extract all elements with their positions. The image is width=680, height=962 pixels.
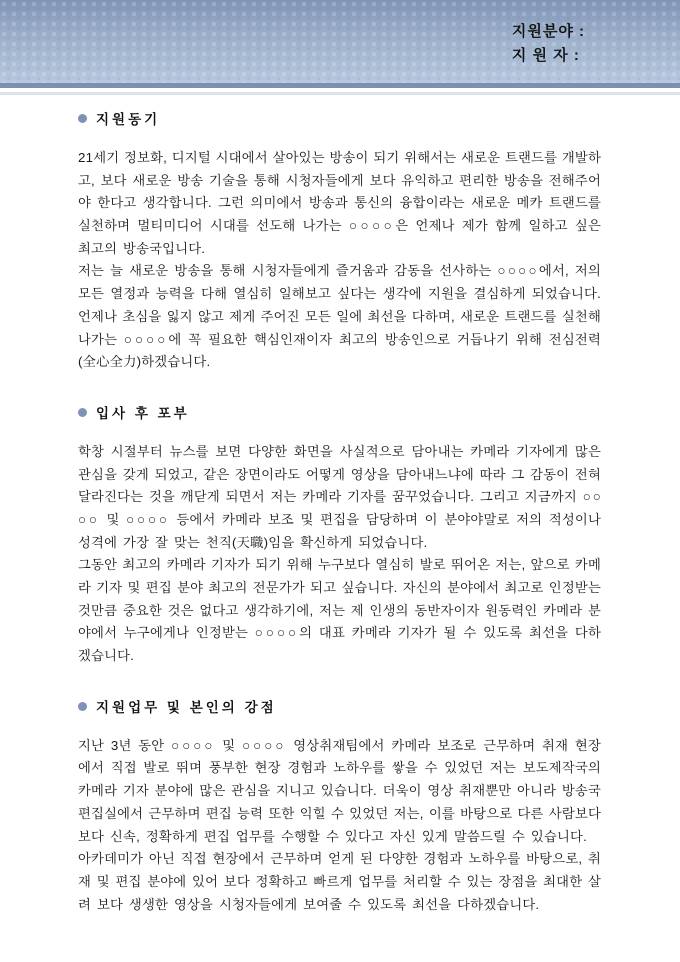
text-line: 것만큼 중요한 것은 없다고 생각하기에, 저는 제 인생의 동반자이자 원동력인 카메라 분 bbox=[78, 602, 601, 618]
text-line: 카메라 기자 분야에 많은 관심을 지니고 있습니다. 더욱이 영상 취재뿐만 아니라 방송국 bbox=[78, 783, 601, 799]
text-line: 성격에 가장 잘 맞는 천직(天職)임을 확신하게 되었습니다. bbox=[78, 534, 428, 550]
text-line: 달라진다는 것을 깨닫게 되면서 저는 카메라 기자를 꿈꾸었습니다. 그리고 지금까지 ○○ bbox=[78, 489, 601, 505]
text-line: 언제나 초심을 잃지 않고 제게 주어진 모든 일에 최선을 다하며, 새로운 트랜드를 실천해 bbox=[78, 308, 601, 324]
text-line: 야에서 누구에게나 인정받는 ○○○○의 대표 카메라 기자가 될 수 있도록 최선을 다하 bbox=[78, 625, 601, 641]
apply-field-label: 지원분야 : bbox=[511, 23, 585, 40]
text-line: 에서 직접 발로 뛰며 풍부한 현장 경험과 노하우를 쌓을 수 있었던 저는 보도제작국의 bbox=[78, 760, 601, 776]
section-title-text: 지원업무 및 본인의 강점 bbox=[96, 699, 277, 715]
text-line: 그동안 최고의 카메라 기자가 되기 위해 누구보다 열심히 발로 뛰어온 저는, 앞으로 카메 bbox=[78, 557, 601, 573]
bullet-icon bbox=[78, 408, 87, 417]
section-title-text: 지원동기 bbox=[96, 112, 161, 127]
text-line: 겠습니다. bbox=[78, 648, 135, 664]
text-line: ○○ 및 ○○○○ 등에서 카메라 보조 및 편집을 담당하며 이 분야야말로 저의 적성이나 bbox=[78, 511, 601, 527]
text-line: 저는 늘 새로운 방송을 통해 시청자들에게 즐거움과 감동을 선사하는 ○○○○에서, 저의 bbox=[78, 263, 601, 279]
section-strengths bbox=[78, 696, 601, 917]
text-line: 야 한다고 생각합니다. 그런 의미에서 방송과 통신의 융합이라는 새로운 메카 트랜드를 bbox=[78, 195, 601, 211]
text-line: 아카데미가 아닌 직접 현장에서 근무하며 얻게 된 다양한 경험과 노하우를 바탕으로, 취 bbox=[78, 851, 601, 867]
text-line: 려 보다 생생한 영상을 시청자들에게 보여줄 수 있도록 최선을 다하겠습니다. bbox=[78, 896, 540, 912]
section-motivation bbox=[78, 108, 601, 374]
applicant-info-block bbox=[512, 20, 585, 68]
section-body bbox=[78, 441, 601, 668]
section-body bbox=[78, 735, 601, 917]
section-aspiration bbox=[78, 402, 601, 668]
text-line: 고, 보다 새로운 방송 기술을 통해 시청자들에게 보다 유익하고 편리한 방송을 전해주어 bbox=[78, 172, 601, 188]
text-line: 지난 3년 동안 ○○○○ 및 ○○○○ 영상취재팀에서 카메라 보조로 근무하며 취재 현장 bbox=[78, 737, 601, 753]
document-content bbox=[0, 95, 680, 916]
text-line: 학창 시절부터 뉴스를 보면 다양한 화면을 사실적으로 담아내는 카메라 기자에게 많은 bbox=[78, 443, 601, 459]
text-line: 최고의 방송국입니다. bbox=[78, 240, 206, 256]
section-title-text: 입사 후 포부 bbox=[96, 405, 190, 421]
text-line: 재 및 편집 분야에 있어 보다 정확하고 빠르게 업무를 처리할 수 있는 장점을 최대한 살 bbox=[78, 873, 601, 889]
section-body bbox=[78, 147, 601, 374]
applicant-name-label: 지 원 자 : bbox=[511, 47, 580, 64]
text-line: 관심을 갖게 되었고, 같은 장면이라도 어떻게 영상을 담아내느냐에 따라 그 감동이 전혀 bbox=[78, 466, 601, 482]
bullet-icon bbox=[78, 702, 87, 711]
text-line: 21세기 정보화, 디지털 시대에서 살아있는 방송이 되기 위해서는 새로운 트랜드를 개발하 bbox=[78, 150, 601, 165]
text-line: (全心全力)하겠습니다. bbox=[78, 354, 211, 370]
text-line: 실천하며 멀티미디어 시대를 선도해 나가는 ○○○○은 언제나 제가 함께 일하고 싶은 bbox=[78, 218, 601, 234]
text-line: 모든 열정과 능력을 다해 열심히 일해보고 싶다는 생각에 지원을 결심하게 되었습니다. bbox=[78, 286, 601, 302]
document-header bbox=[0, 0, 680, 83]
text-line: 나가는 ○○○○에 꼭 필요한 핵심인재이자 최고의 방송인으로 거듭나기 위해 전심전력 bbox=[78, 331, 601, 347]
text-line: 라 기자 및 편집 분야 최고의 전문가가 되고 싶습니다. 자신의 분야에서 최고로 인정받는 bbox=[78, 580, 601, 595]
section-title bbox=[78, 108, 601, 128]
section-title bbox=[78, 402, 601, 422]
text-line: 편집실에서 근무하며 편집 능력 또한 익힐 수 있었던 저는, 이를 바탕으로 다른 사람보다 bbox=[78, 805, 601, 821]
bullet-icon bbox=[78, 114, 87, 123]
section-title bbox=[78, 696, 601, 716]
text-line: 보다 신속, 정확하게 편집 업무를 수행할 수 있다고 자신 있게 말씀드릴 수 있습니다. bbox=[78, 828, 587, 844]
